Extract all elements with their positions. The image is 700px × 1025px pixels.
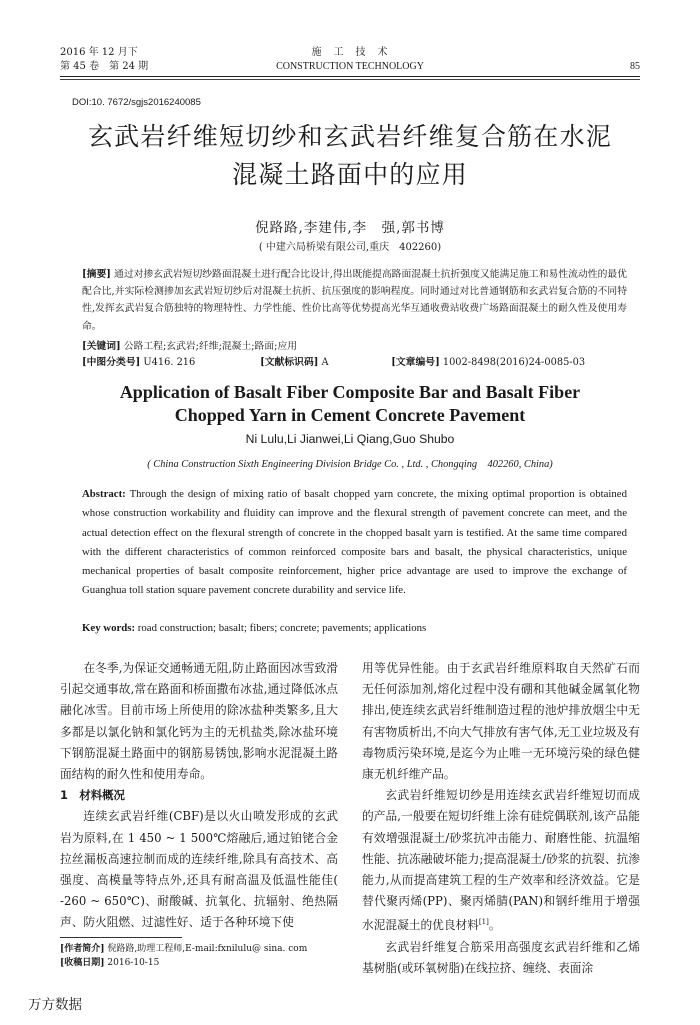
page-number: 85 — [630, 61, 640, 72]
doc-code-label: [文献标识码] — [260, 357, 319, 368]
title-cn-line1: 玄武岩纤维短切纱和玄武岩纤维复合筋在水泥 — [87, 122, 612, 151]
body-left-column — [60, 658, 338, 934]
abstract-cn-label: [摘要] — [82, 269, 111, 280]
paragraph-chopped-yarn — [362, 785, 640, 936]
footnote-date-label: [收稿日期] — [60, 958, 105, 968]
paragraph-composite-bar: 玄武岩纤维复合筋采用高强度玄武岩纤维和乙烯基树脂(或环氧树脂)在线拉挤、缠绕、表面涂 — [362, 939, 640, 975]
abstract-en-text: Through the design of mixing ratio of basalt chopped yarn concrete, the mixing optimal proportion is obtained whose construction workability and fluidity can improve and the flexural strength of pavement concrete can meet, and the actual detection effect on the flexural strength of concrete in the chopped basalt yarn is testified. At the same time compared with the different characteristics of common reinforced composite bars and basalt, the physical characteristics, unique mechanical properties of basalt composite reinforcement, higher price advantage are used to improve the exchange of Guanghua toll station square pavement concrete durability and service life. — [82, 488, 627, 597]
clc-label: [中图分类号] — [82, 357, 141, 368]
watermark: 万方数据 — [28, 997, 82, 1013]
keywords-en-text: road construction; basalt; fibers; concrete; pavements; applications — [137, 622, 427, 634]
paragraph-cbf: 连续玄武岩纤维(CBF)是以火山喷发形成的玄武岩为原料,在 1 450 ~ 1 500℃熔融后,通过铂铑合金拉丝漏板高速拉制而成的连续纤维,除具有高技术、高强度、高模量等特点外,还具有耐高温及低温性能佳( -260 ~ 650℃)、耐酸碱、抗氧化、抗辐射、绝热隔声、防火阻燃、过滤性好、适于各种环境下使 — [60, 809, 338, 930]
abstract-en-label: Abstract: — [82, 488, 126, 500]
title-en-line2: Chopped Yarn in Cement Concrete Pavement — [174, 405, 526, 425]
title-en-line1: Application of Basalt Fiber Composite Bar and Basalt Fiber — [119, 382, 581, 402]
doi: DOI:10. 7672/sgjs2016240085 — [72, 97, 201, 108]
volume-issue: 第 45 卷 第 24 期 — [60, 61, 149, 72]
classification-row — [82, 355, 627, 371]
body-right-column — [362, 658, 640, 979]
footnote-date-text: 2016-10-15 — [107, 958, 160, 968]
doc-code-value: A — [321, 357, 329, 368]
footnote-author — [60, 942, 338, 956]
header-rule-thin — [60, 79, 640, 80]
section-heading: 1 材料概况 — [60, 788, 125, 803]
keywords-en-label: Key words: — [82, 622, 136, 634]
article-number-value: 1002-8498(2016)24-0085-03 — [442, 357, 586, 368]
abstract-cn-text: 通过对掺玄武岩短切纱路面混凝土进行配合比设计,得出既能提高路面混凝土抗折强度又能满足施工和易性流动性的最优配合比,并实际检测掺加玄武岩短切纱后对混凝土抗折、抗压强度的影响程度。同时通过对比普通钢筋和玄武岩复合筋的不同特性,发挥玄武岩复合筋独特的物理特性、力学性能、性价比高等优势提高光华互通收费站收费广场路面混凝土的耐久性及使用寿命。 — [82, 269, 627, 332]
abstract-en — [82, 485, 627, 601]
footnote-date — [60, 956, 338, 970]
authors-cn: 倪路路,李建伟,李 强,郭书博 — [255, 220, 445, 236]
paragraph-intro: 在冬季,为保证交通畅通无阻,防止路面因冰雪致滑引起交通事故,常在路面和桥面撒布冰盐,通过降低冰点融化冰雪。目前市场上所使用的除冰盐种类繁多,且大多都是以氯化钠和氯化钙为主的无机盐类,除冰盐环境下钢筋混凝土路面中的钢筋易锈蚀,影响水泥混凝土路面结构的耐久性和使用寿命。 — [60, 661, 338, 782]
journal-name-en: CONSTRUCTION TECHNOLOGY — [276, 61, 424, 72]
authors-en: Ni Lulu,Li Jianwei,Li Qiang,Guo Shubo — [245, 432, 455, 446]
affiliation-en: ( China Construction Sixth Engineering Division Bridge Co. , Ltd. , Chongqing 402260, China) — [147, 459, 553, 470]
footnote-rule — [60, 937, 182, 938]
abstract-cn — [82, 266, 627, 335]
reference-mark[interactable]: [1] — [478, 918, 489, 927]
paragraph-chopped-yarn-end: 。 — [488, 918, 501, 933]
article-number-label: [文章编号] — [391, 357, 440, 368]
keywords-en — [82, 619, 627, 638]
affiliation-cn: ( 中建六局桥梁有限公司,重庆 402260) — [258, 242, 442, 253]
footnote-author-text: 倪路路,助理工程师,E-mail:fxnilulu@ sina. com — [107, 944, 308, 954]
clc-value: U416. 216 — [143, 357, 196, 368]
keywords-cn — [82, 338, 627, 355]
header-rule — [60, 76, 640, 77]
keywords-cn-label: [关键词] — [82, 341, 121, 352]
footnote-author-label: [作者简介] — [60, 944, 105, 954]
paragraph-chopped-yarn-text: 玄武岩纤维短切纱是用连续玄武岩纤维短切而成的产品,一般要在短切纤维上涂有硅烷偶联剂,该产品能有效增强混凝土/砂浆抗冲击能力、耐磨性能、抗温缩性能、抗冻融破坏能力;提高混凝土/砂浆的抗裂、抗渗能力,从而提高建筑工程的生产效率和经济效益。它是替代聚丙烯(PP)、聚丙烯腈(PAN)和钢纤维用于增强水泥混凝土的优良材料 — [362, 788, 640, 933]
journal-name-cn: 施 工 技 术 — [311, 47, 389, 58]
issue-date: 2016 年 12 月下 — [60, 47, 138, 58]
paragraph-continuation: 用等优异性能。由于玄武岩纤维原料取自天然矿石而无任何添加剂,熔化过程中没有硼和其他碱金属氧化物排出,使连续玄武岩纤维制造过程的池炉排放烟尘中无有害物质析出,不向大气排放有害气体,无工业垃圾及有毒物质污染环境,是迄今为止唯一无环境污染的绿色健康无机纤维产品。 — [362, 661, 640, 782]
keywords-cn-text: 公路工程;玄武岩;纤维;混凝土;路面;应用 — [123, 341, 298, 352]
title-cn-line2: 混凝土路面中的应用 — [232, 160, 468, 189]
